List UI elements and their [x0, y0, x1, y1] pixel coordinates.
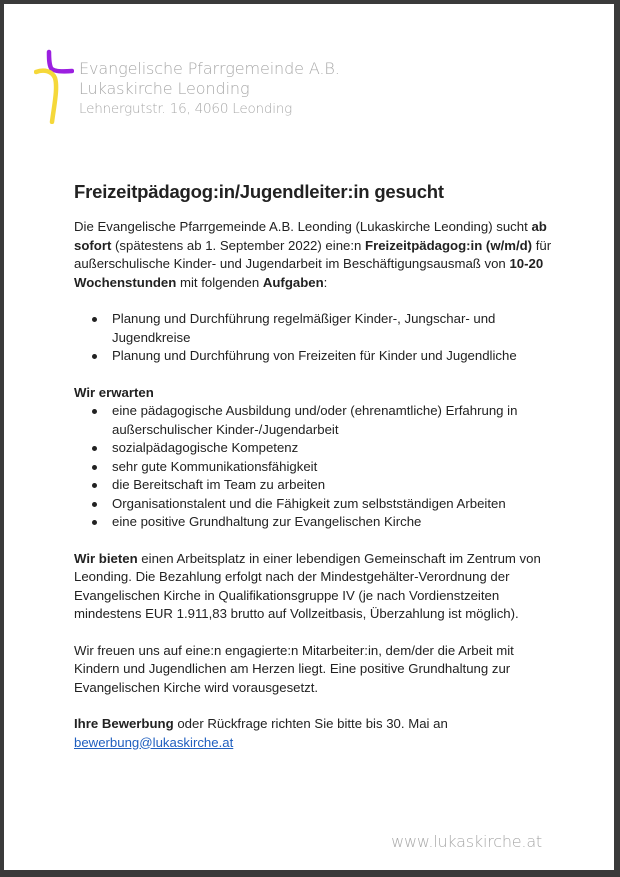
intro-text: Die Evangelische Pfarrgemeinde A.B. Leonding (Lukaskirche Leonding) sucht: [74, 219, 532, 234]
email-link[interactable]: bewerbung@lukaskirche.at: [74, 734, 234, 750]
apply-paragraph: [74, 715, 554, 752]
intro-bold-hours: 10-20 Wochenstunden: [74, 256, 544, 290]
intro-text: für außerschulische Kinder- und Jugendarbeit im Beschäftigungsausmaß von: [74, 237, 552, 271]
intro-paragraph: [74, 218, 554, 292]
church-name: Lukaskirche Leonding: [79, 79, 250, 98]
intro-text: mit folgenden: [176, 274, 263, 290]
offer-paragraph: [74, 550, 554, 624]
list-item: Planung und Durchführung von Freizeiten für Kinder und Jugendliche: [112, 347, 554, 366]
expectations-heading-text: Wir erwarten: [74, 384, 154, 400]
expectations-heading: [74, 384, 554, 403]
intro-text: (spätestens ab 1. September 2022) eine:n: [111, 237, 366, 253]
intro-bold-position: Freizeitpädagog:in (w/m/d): [365, 237, 533, 253]
tasks-list: [74, 310, 554, 366]
apply-text: oder Rückfrage richten Sie bitte bis 30. Mai an: [173, 716, 448, 731]
list-item: eine positive Grundhaltung zur Evangelischen Kirche: [112, 513, 554, 532]
offer-bold: Wir bieten: [74, 550, 138, 566]
expectations-list: [74, 402, 554, 532]
org-name: Evangelische Pfarrgemeinde A.B.: [79, 59, 340, 78]
address: Lehnergutstr. 16, 4060 Leonding: [79, 101, 293, 117]
document-body: [74, 180, 554, 752]
apply-bold: Ihre Bewerbung: [74, 716, 174, 731]
list-item: die Bereitschaft im Team zu arbeiten: [112, 476, 554, 495]
intro-bold-start: ab sofort: [74, 219, 547, 253]
cross-logo-icon: [34, 48, 74, 124]
intro-bold-tasks: Aufgaben: [262, 274, 324, 290]
list-item: sozialpädagogische Kompetenz: [112, 439, 554, 458]
document-page: [4, 4, 614, 870]
footer-website: www.lukaskirche.at: [391, 832, 542, 851]
document-title: Freizeitpädagog:in/Jugendleiter:in gesucht: [74, 181, 444, 202]
list-item: eine pädagogische Ausbildung und/oder (ehrenamtliche) Erfahrung in außerschulischer Kinder-/Jugendarbeit: [112, 402, 554, 439]
list-item: Planung und Durchführung regelmäßiger Kinder-, Jungschar- und Jugendkreise: [112, 310, 554, 347]
intro-text: :: [323, 274, 328, 290]
letterhead: [79, 59, 340, 119]
list-item: sehr gute Kommunikationsfähigkeit: [112, 458, 554, 477]
closing-paragraph: Wir freuen uns auf eine:n engagierte:n Mitarbeiter:in, dem/der die Arbeit mit Kindern und Jugendlichen am Herzen liegt. Eine positive Grundhaltung zur Evangelischen Kirche wird vorausgesetzt.: [74, 642, 514, 695]
offer-text: einen Arbeitsplatz in einer lebendigen Gemeinschaft im Zentrum von Leonding. Die Bezahlung erfolgt nach der Mindestgehälter-Verordnung der Evangelischen Kirche in Qualifikationsgruppe IV (je nach Vordienstzeiten mindestens EUR 1.911,83 brutto auf Vollzeitbasis, Überzahlung ist möglich).: [74, 550, 541, 621]
list-item: Organisationstalent und die Fähigkeit zum selbstständigen Arbeiten: [112, 495, 554, 514]
